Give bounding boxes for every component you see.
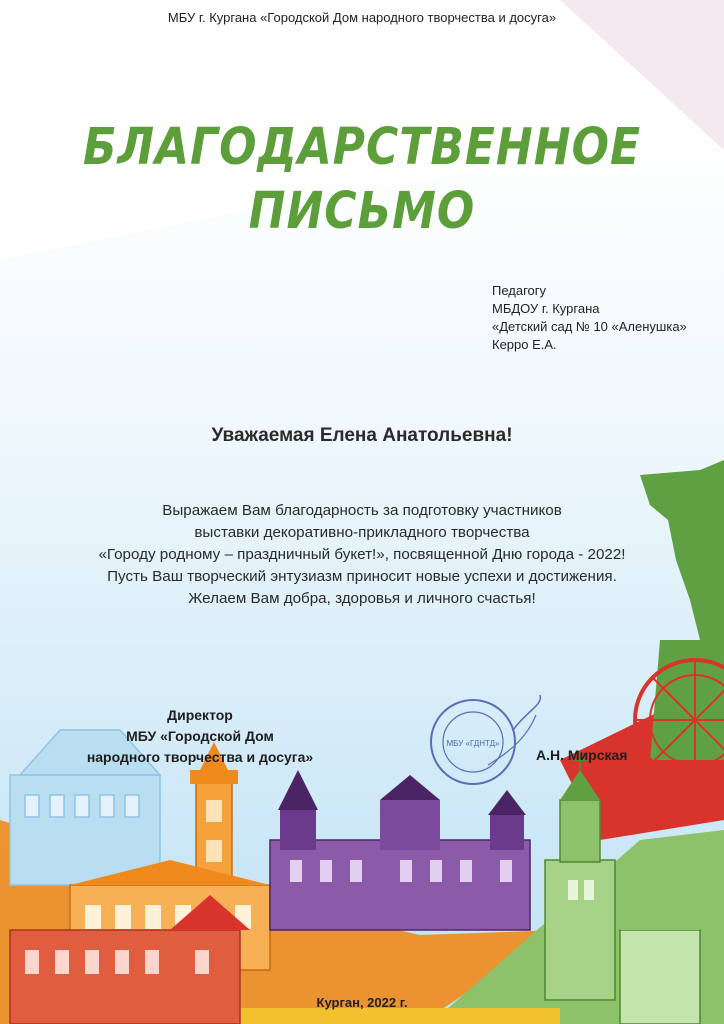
signatory-position-line: народного творчества и досуга» <box>86 749 314 765</box>
document-title-line-2: ПИСЬМО <box>248 182 476 241</box>
body-line: «Городу родному – праздничный букет!», посвященной Дню города - 2022! <box>98 546 626 563</box>
organization-header: МБУ г. Кургана «Городской Дом народного творчества и досуга» <box>167 10 557 25</box>
addressee-line: Керро Е.А. <box>492 337 557 352</box>
greeting: Уважаемая Елена Анатольевна! <box>211 425 513 446</box>
signatory-position-line: Директор <box>167 707 233 723</box>
signatory-position-line: МБУ «Городской Дом <box>126 728 274 744</box>
addressee-line: МБДОУ г. Кургана <box>492 301 600 316</box>
body-line: Пусть Ваш творческий энтузиазм приносит новые успехи и достижения. <box>107 568 617 585</box>
bottom-yellow-strip <box>220 1008 560 1024</box>
official-stamp <box>418 690 548 790</box>
stamp-center-text: МБУ «ГДНТД» <box>446 739 500 748</box>
addressee-block <box>492 282 687 354</box>
body-line: Выражаем Вам благодарность за подготовку участников <box>162 502 562 519</box>
signatory-name: А.Н. Мирская <box>536 747 628 763</box>
addressee-line: «Детский сад № 10 «Аленушка» <box>492 319 687 334</box>
signatory-position <box>60 705 340 768</box>
body-line: Желаем Вам добра, здоровья и личного счастья! <box>188 590 536 607</box>
document-title-line-1: БЛАГОДАРСТВЕННОЕ <box>82 118 642 177</box>
addressee-line: Педагогу <box>492 283 547 298</box>
place-and-date: Курган, 2022 г. <box>316 995 408 1010</box>
body-line: выставки декоративно-прикладного творчества <box>194 524 530 541</box>
letter-body <box>40 500 684 610</box>
